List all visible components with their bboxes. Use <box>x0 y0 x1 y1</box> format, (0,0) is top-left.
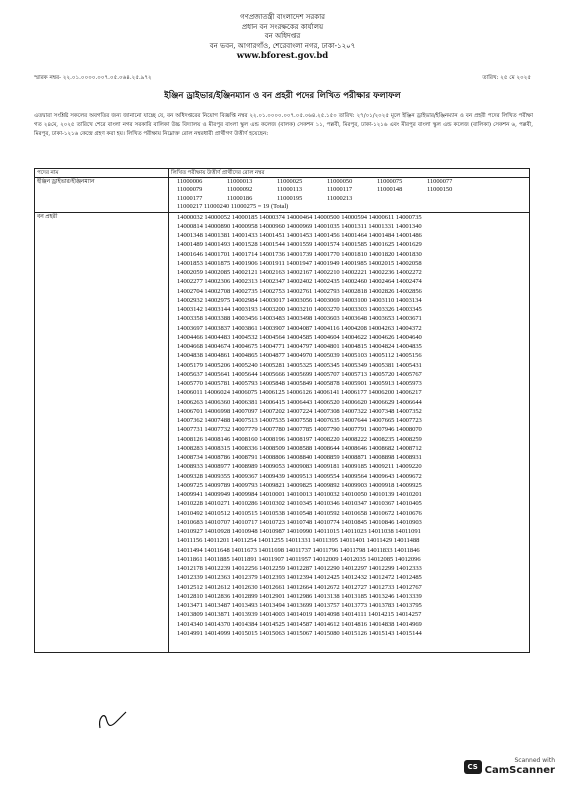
engine-roll-number: 11000077 <box>427 178 453 185</box>
post-name-header: পদের নাম <box>35 169 169 178</box>
guard-roll-line: 14009328 14009355 14009367 14009439 14009513 14009554 14009564 14009643 14009672 <box>177 472 422 480</box>
letterhead <box>0 0 565 62</box>
department-name: বন অধিদপ্তর <box>264 32 301 40</box>
engine-roll-number: 11000025 <box>277 178 303 185</box>
guard-roll-line: 14002277 14002306 14002313 14002347 14002402 14002435 14002460 14002464 14002474 <box>177 278 422 286</box>
office-name: প্রধান বন সংরক্ষকের কার্যালয় <box>241 22 324 31</box>
memo-number: স্মারক নম্বর- ২২.০১.০০০০.০০৭.০৫.০৬৪.২৫.৯৭২ <box>34 75 152 81</box>
guard-roll-line: 14011156 14011201 14011254 14011255 14011331 14011395 14011401 14011429 14011488 <box>177 537 420 545</box>
table-header-row <box>35 169 530 178</box>
guard-roll-line: 14001489 14001493 14001528 14001544 14001559 14001574 14001585 14001625 14001629 <box>177 241 422 249</box>
table-row-guard <box>35 212 530 653</box>
guard-roll-line: 14011861 14011885 14011891 14011907 14011957 14012009 14012035 14012085 14012096 <box>177 555 421 563</box>
engine-roll-number: 11000006 <box>177 178 203 185</box>
table-row-engine <box>35 178 530 213</box>
engine-roll-number: 11000013 <box>227 178 253 185</box>
guard-roll-line: 14004466 14004483 14004532 14004564 14004585 14004604 14004622 14004626 14004640 <box>177 333 422 341</box>
engine-roll-number: 11000150 <box>427 186 453 194</box>
engine-roll-number: 11000213 <box>327 194 353 202</box>
scanned-with-label: Scanned with <box>514 757 555 764</box>
guard-roll-line: 14004838 14004861 14004865 14004877 14004970 14005039 14005103 14005112 14005156 <box>177 352 422 360</box>
guard-roll-line: 14002059 14002085 14002121 14002163 14002167 14002210 14002221 14002236 14002272 <box>177 269 422 277</box>
engine-roll-number: 11000148 <box>377 186 403 194</box>
guard-roll-line: 14005637 14005641 14005644 14005666 14005699 14005707 14005713 14005720 14005767 <box>177 370 422 378</box>
guard-roll-line: 14007731 14007732 14007779 14007780 14007785 14007790 14007791 14007946 14008070 <box>177 426 422 434</box>
guard-roll-line: 14008126 14008146 14008160 14008196 14008197 14008220 14008222 14008235 14008259 <box>177 435 422 443</box>
engine-roll-number: 11000050 <box>327 178 353 185</box>
guard-roll-line: 14006701 14006998 14007097 14007202 14007224 14007308 14007322 14007348 14007352 <box>177 407 422 415</box>
guard-roll-line: 14001853 14001875 14001906 14001911 14001947 14001949 14001985 14002015 14002058 <box>177 259 422 267</box>
guard-roll-line: 14014991 14014999 14015015 14015063 14015067 14015080 14015126 14015143 14015144 <box>177 629 422 637</box>
intro-paragraph: এতদ্বারা সংশ্লিষ্ট সকলের অবগতির জন্য জানানো যাচ্ছে যে, বন অধিদপ্তরের নিয়োগ বিজ্ঞপ্তি নম্বর ২২.০১.০০০০.০০৭.০৫.০৬৪.২৫.১৫০ তারিখ: ২৭/০১/২০২৫ মূলে ইঞ্জিন ড্রাইভার/ইঞ্জিনম্যান ও বন প্রহরী পদের লিখিত পরীক্ষা গত ২৪মে, ২০২৫ তারিখে শেরে বাংলা নগর সরকারি বালিকা উচ্চ বিদ্যালয় ও মীরপুর বাংলা স্কুল এন্ড কলেজ (বালক) সেকশন ১১, পল্লবী, মিরপুর, ঢাকা-১২১৬ এবং মীরপুর বাংলা স্কুল এন্ড কলেজ (বালিকা) সেকশন ৬, পল্লবী, মিরপুর, ঢাকা-১২১৬ কেন্দ্রে গ্রহণ করা হয়। লিখিত পরীক্ষায় নিম্নোক্ত রোল নম্বরধারী প্রার্থীগণ উত্তীর্ণ হয়েছেন: <box>34 113 533 138</box>
guard-roll-line: 14010683 14010707 14010717 14010723 14010748 14010774 14010845 14010846 14010903 <box>177 518 422 526</box>
engine-rolls-cell <box>169 178 530 213</box>
guard-roll-line: 14011494 14011648 14011673 14011698 14011737 14011796 14011798 14011833 14011846 <box>177 546 420 554</box>
engine-roll-number: 11000117 <box>327 186 353 194</box>
guard-roll-line: 14010927 14010928 14010948 14010987 14010990 14011015 14011023 14011038 14011091 <box>177 528 421 536</box>
guard-rolls-list <box>171 213 527 639</box>
guard-roll-line: 14012810 14012836 14012899 14012901 14012986 14013138 14013185 14013246 14013339 <box>177 592 422 600</box>
guard-roll-line: 14013471 14013487 14013493 14013494 14013699 14013757 14013773 14013783 14013795 <box>177 602 422 610</box>
guard-roll-line: 14012178 14012239 14012256 14012259 14012287 14012290 14012297 14012299 14012333 <box>177 565 422 573</box>
guard-roll-line: 14010492 14010512 14010515 14010538 14010548 14010592 14010658 14010672 14010676 <box>177 509 422 517</box>
engine-rolls-grid <box>171 178 527 203</box>
engine-roll-number: 11000075 <box>377 178 403 185</box>
engine-roll-number: 11000195 <box>277 194 303 202</box>
guard-roll-line: 14001348 14001381 14001433 14001451 14001453 14001456 14001464 14001484 14001486 <box>177 232 422 240</box>
guard-roll-line: 14008283 14008315 14008336 14008509 14008588 14008644 14008646 14008682 14008712 <box>177 444 422 452</box>
guard-roll-line: 14000814 14000890 14000958 14000960 14000969 14001035 14001311 14001331 14001340 <box>177 222 422 230</box>
camscanner-brand: CamScanner <box>484 765 555 776</box>
guard-roll-line: 14003142 14003144 14003193 14003200 14003210 14003270 14003303 14003326 14003345 <box>177 306 422 314</box>
engine-roll-number: 11000186 <box>227 194 253 202</box>
guard-roll-line: 14000032 14000052 14000185 14000374 14000464 14000500 14000594 14000611 14000735 <box>177 213 422 221</box>
guard-roll-line: 14002704 14002708 14002735 14002753 14002761 14002793 14002818 14002826 14002856 <box>177 287 422 295</box>
engine-total-line: 11000217 11000240 11000275 = 19 (Total) <box>177 203 289 211</box>
guard-roll-line: 14014340 14014370 14014384 14014525 14014587 14014612 14014816 14014838 14014969 <box>177 620 422 628</box>
guard-roll-line: 14004668 14004674 14004675 14004771 14004797 14004801 14004815 14004824 14004835 <box>177 343 422 351</box>
guard-roll-line: 14009725 14009789 14009793 14009821 14009825 14009892 14009903 14009918 14009925 <box>177 481 422 489</box>
guard-roll-line: 14005770 14005781 14005793 14005848 14005849 14005878 14005901 14005913 14005973 <box>177 380 422 388</box>
memo-line <box>34 74 531 83</box>
camscanner-logo-icon: CS <box>464 760 482 774</box>
engine-roll-number: 11000177 <box>177 194 203 202</box>
signature-mark <box>96 708 130 732</box>
guard-rolls-cell <box>169 212 530 653</box>
guard-roll-line: 14008734 14008786 14008791 14008806 14008840 14008859 14008871 14008898 14008931 <box>177 454 422 462</box>
guard-roll-line: 14002932 14002975 14002984 14003017 14003056 14003069 14003100 14003110 14003134 <box>177 296 422 304</box>
engine-roll-number <box>377 195 427 203</box>
guard-roll-line: 14006263 14006360 14006381 14006415 14006443 14006520 14006620 14006629 14006644 <box>177 398 422 406</box>
camscanner-watermark <box>464 757 555 776</box>
guard-roll-line: 14012339 14012363 14012379 14012393 14012394 14012425 14012432 14012472 14012485 <box>177 574 422 582</box>
post-name-guard: বন প্রহরী <box>35 212 169 653</box>
roll-numbers-header: লিখিত পরীক্ষায় উত্তীর্ণ প্রার্থীদের রোল নম্বর <box>169 169 530 178</box>
guard-roll-line: 14003358 14003388 14003456 14003483 14003498 14003603 14003648 14003653 14003671 <box>177 315 422 323</box>
guard-roll-line: 14013809 14013871 14013939 14014003 14014019 14014098 14014111 14014215 14014257 <box>177 611 422 619</box>
memo-date: তারিখ: ২৫ মে ২০২৫ <box>482 75 531 81</box>
engine-roll-number: 11000092 <box>227 186 253 194</box>
government-name: গণপ্রজাতন্ত্রী বাংলাদেশ সরকার <box>240 13 325 21</box>
engine-roll-number <box>427 195 477 203</box>
guard-roll-line: 14009941 14009949 14009984 14010001 14010013 14010032 14010050 14010139 14010201 <box>177 491 422 499</box>
guard-roll-line: 14012512 14012612 14012630 14012661 14012664 14012672 14012727 14012733 14012767 <box>177 583 422 591</box>
guard-roll-line: 14010228 14010271 14010286 14010302 14010345 14010346 14010347 14010367 14010405 <box>177 500 422 508</box>
document-title: ইঞ্জিন ড্রাইভার/ইঞ্জিনম্যান ও বন প্রহরী পদের লিখিত পরীক্ষার ফলাফল <box>164 91 401 101</box>
engine-roll-number: 11000079 <box>177 186 203 194</box>
guard-roll-line: 14003697 14003837 14003861 14003907 14004087 14004116 14004208 14004263 14004372 <box>177 324 422 332</box>
guard-roll-line: 14007362 14007488 14007513 14007535 14007558 14007635 14007644 14007665 14007723 <box>177 417 422 425</box>
engine-roll-number: 11000113 <box>277 186 303 194</box>
office-address: বন ভবন, আগারগাঁও, শেরেবাংলা নগর, ঢাকা-১২০৭ <box>209 41 356 50</box>
post-name-engine: ইঞ্জিন ড্রাইভার/ইঞ্জিনম্যান <box>35 178 169 213</box>
guard-roll-line: 14005179 14005206 14005240 14005281 14005325 14005345 14005349 14005381 14005431 <box>177 361 422 369</box>
results-table <box>34 168 530 653</box>
guard-roll-line: 14001646 14001701 14001714 14001736 14001739 14001770 14001810 14001820 14001830 <box>177 250 422 258</box>
website-link[interactable]: www.bforest.gov.bd <box>236 51 329 61</box>
guard-roll-line: 14006011 14006024 14006075 14006125 14006126 14006141 14006177 14006200 14006217 <box>177 389 422 397</box>
guard-roll-line: 14008933 14008977 14008989 14009053 14009083 14009181 14009185 14009211 14009220 <box>177 463 422 471</box>
